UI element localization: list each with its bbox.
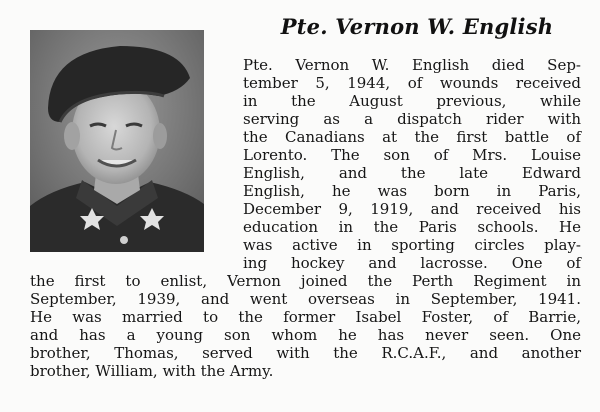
body-line: was active in sporting circles play- (243, 236, 581, 254)
body-line: Pte. Vernon W. English died Sep- (243, 56, 581, 74)
body-line: December 9, 1919, and received his (243, 200, 581, 218)
body-line: ing hockey and lacrosse. One of (243, 254, 581, 272)
body-line: in the August previous, while (243, 92, 581, 110)
body-line: brother, Thomas, served with the R.C.A.F., and another (30, 344, 581, 362)
body-line: English, and the late Edward (243, 164, 581, 182)
portrait-photo (30, 30, 204, 252)
body-line: brother, William, with the Army. (30, 362, 274, 380)
body-line: He was married to the former Isabel Foster, of Barrie, (30, 308, 581, 326)
body-line: education in the Paris schools. He (243, 218, 581, 236)
article-title: Pte. Vernon W. English (280, 14, 554, 39)
body-line: the Canadians at the first battle of (243, 128, 581, 146)
body-line: Lorento. The son of Mrs. Louise (243, 146, 581, 164)
body-line: English, he was born in Paris, (243, 182, 581, 200)
body-line: serving as a dispatch rider with (243, 110, 581, 128)
body-line: September, 1939, and went overseas in September, 1941. (30, 290, 581, 308)
body-line: tember 5, 1944, of wounds received (243, 74, 581, 92)
body-line: the first to enlist, Vernon joined the Perth Regiment in (30, 272, 581, 290)
body-line: and has a young son whom he has never seen. One (30, 326, 581, 344)
